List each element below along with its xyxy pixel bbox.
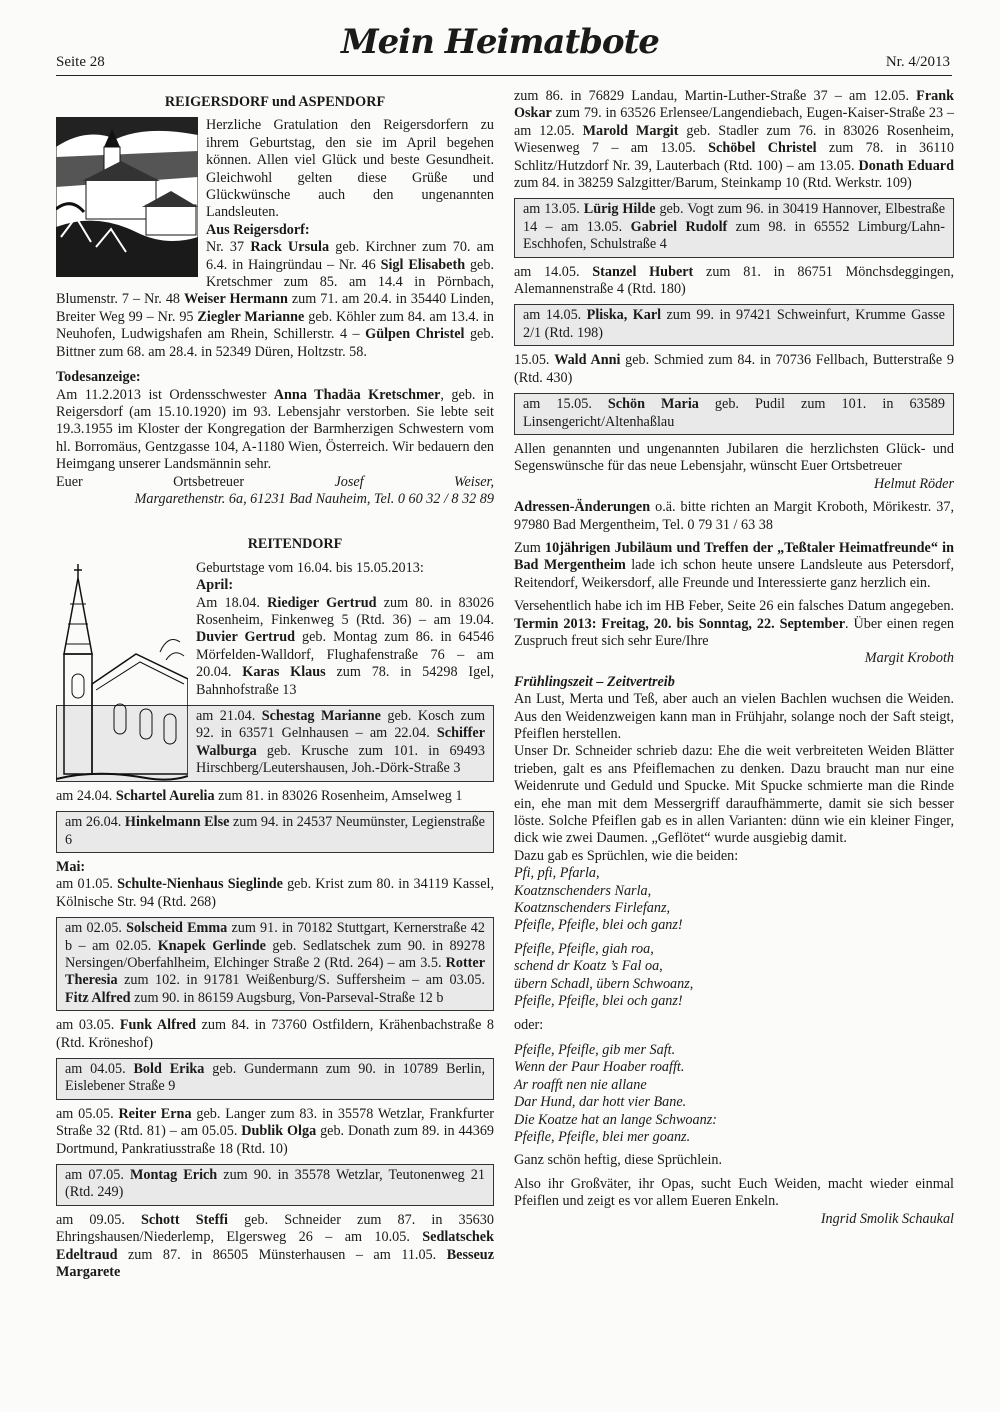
poem-line: Pfeifle, Pfeifle, gib mer Saft.: [514, 1041, 676, 1058]
poem-1: [514, 865, 954, 935]
article-title: Frühlingszeit – Zeitvertreib: [514, 673, 675, 690]
poem-line: Pfeifle, Pfeifle, blei och ganz!: [514, 993, 683, 1010]
poem-line: übern Schadl, übern Schwoanz,: [514, 975, 694, 992]
person-name: Reiter Erna: [118, 1105, 192, 1122]
poem-line: Koatznschenders Narla,: [514, 882, 652, 899]
person-name: Knapek Gerlinde: [157, 937, 266, 954]
section-title-reitendorf: REITENDORF: [247, 536, 343, 553]
highlight-box: am 26.04. Hinkelmann Else zum 94. in 24537 Neumünster, Legienstraße 6: [56, 811, 494, 853]
person-name: Marold Margit: [582, 122, 679, 139]
issue-number: Nr. 4/2013: [885, 54, 950, 70]
todes-label: Todesanzeige:: [56, 369, 141, 386]
person-name: Montag Erich: [129, 1167, 218, 1184]
poem-line: Pfeifle, Pfeifle, blei och ganz!: [514, 917, 683, 934]
masthead-logo: Mein Heimatbote: [341, 22, 659, 62]
person-name: Riediger Gertrud: [267, 594, 377, 611]
person-name: Solscheid Emma: [126, 920, 228, 937]
person-name: Duvier Gertrud: [196, 629, 295, 646]
termin-signature: Margit Kroboth: [864, 650, 954, 667]
todes-address: Margarethenstr. 6a, 61231 Bad Nauheim, Tel. 0 60 32 / 8 32 89: [134, 490, 494, 507]
birthday-entry: am 01.05. Schulte-Nienhaus Sieglinde geb. Krist zum 80. in 34119 Kassel, Kölnische Str. 94 (Rtd. 268): [56, 876, 494, 910]
birthday-entry: am 14.05. Stanzel Hubert zum 81. in 86751 Mönchsdeggingen, Alemannenstraße 4 (Rtd. 180): [514, 263, 954, 298]
wishes-text: Allen genannten und ungenannten Jubilaren die herzlichsten Glück- und Segenswünsche für das neue Lebensjahr, wünscht Euer Ortsbetreuer Helmut Röder: [514, 440, 954, 492]
article-paragraph: Unser Dr. Schneider schrieb dazu: Ehe die weit verbreiteten Weiden Blätter trieben, galt es ans Pfeiflemachen zu denken. Dazu braucht man nur eine Weidenrute und Geduld und Spucke. Mit Spucke schmierte man die Rinde ein, ehe man mit dem Messergriff daraufhämmerte, damit sie sich besser löste. Solche Pfeiflen gab es in allen Varianten: dünn wie ein kleiner Finger, dick wie zwei Daumen. „Geflötet“ wurde ausgiebig damit.: [514, 743, 954, 847]
person-name: Hinkelmann Else: [124, 814, 230, 831]
birthday-entry: am 24.04. Schartel Aurelia zum 81. in 83026 Rosenheim, Amselweg 1: [56, 787, 463, 804]
person-name: Schestag Marianne: [261, 708, 381, 724]
page-header: [0, 0, 1000, 90]
highlight-box: am 02.05. Solscheid Emma zum 91. in 70182 Stuttgart, Kernerstraße 42 b – am 02.05. Knapek Gerlinde geb. Sedlatschek zum 90. in 89278 Nersingen/Oberfahlheim, Elchinger Straße 2 (Rtd. 264) – am 3.5. Rotter Theresia zum 102. in 91781 Weißenburg/S. Suffersheim – am 03.05. Fitz Alfred zum 90. in 86159 Augsburg, Von-Parseval-Straße 12 b: [56, 917, 494, 1011]
person-name: Bold Erika: [133, 1061, 205, 1078]
article-paragraph: Also ihr Großväter, ihr Opas, sucht Euch Weiden, macht wieder einmal Pfeiflen und zeigt es vor allem Eueren Enkeln.: [514, 1175, 954, 1210]
poem-line: Die Koatze hat an lange Schwoanz:: [514, 1111, 717, 1128]
person-name: Ziegler Marianne: [197, 308, 305, 325]
highlight-box: am 07.05. Montag Erich zum 90. in 35578 Wetzlar, Teutonenweg 21 (Rtd. 249): [56, 1164, 494, 1206]
person-name: Stanzel Hubert: [592, 263, 694, 280]
person-name: Schön Maria: [607, 396, 699, 413]
section-title-reigersdorf: REIGERSDORF und ASPENDORF: [164, 94, 386, 110]
birthday-entry: am 05.05. Reiter Erna geb. Langer zum 83. in 35578 Wetzlar, Frankfurter Straße 32 (Rtd. 81) – am 05.05. Dublik Olga geb. Donath zum 89. in 44369 Dortmund, Pankratiusstraße 18 (Rtd. 10): [56, 1105, 495, 1157]
village-church-woodcut-icon: [56, 117, 198, 277]
reitendorf-april-label: April:: [196, 577, 234, 594]
person-name: Funk Alfred: [119, 1017, 197, 1034]
birthday-entry: 15.05. Wald Anni geb. Schmied zum 84. in 70736 Fellbach, Butterstraße 9 (Rtd. 430): [514, 352, 955, 386]
highlight-box: am 21.04. Schestag Marianne geb. Kosch zum 92. in 63571 Gelnhausen – am 22.04. Schiffer Walburga geb. Krusche zum 101. in 69493 Hirschberg/Leutershausen, Joh.-Dörk-Straße 3: [56, 705, 494, 782]
reigersdorf-birthday-list: Nr. 37 Rack Ursula geb. Kirchner zum 70. am 6.4. in Haingründau – Nr. 46 Sigl Elisabeth geb. Kretschmer zum 85. am 14.4 in Pörnbach, Blumenstr. 7 – Nr. 48 Weiser Hermann zum 71. am 20.4. in 35440 Linden, Breiter Weg 99 – Nr. 95 Ziegler Marianne geb. Köhler zum 84. am 13.4. in Neuhofen, Ludwigshafen am Rhein, Schillerstr. 4 – Gülpen Christel geb. Bittner zum 68. am 28.4. in 52349 Düren, Holtzstr. 58.: [56, 239, 495, 360]
person-name: Schöbel Christel: [708, 140, 817, 157]
poem-line: Wenn der Paur Hoaber roafft.: [514, 1059, 685, 1076]
jubilee-notice: Zum 10jährigen Jubiläum und Treffen der „Teßtaler Heimatfreunde“ in Bad Mergentheim lade ich schon heute unsere Landsleute aus Petersdorf, Reitendorf, Weikersdorf, alle Freunde und Interessierte ganz herzlich ein.: [514, 539, 954, 591]
address-change: Adressen-Änderungen o.ä. bitte richten an Margit Kroboth, Mörikestr. 37, 97980 Bad Mergentheim, Tel. 0 79 31 / 63 38: [514, 499, 954, 533]
highlight-box: am 15.05. Schön Maria geb. Pudil zum 101. in 63589 Linsengericht/Altenhaßlau: [514, 393, 954, 435]
poem-line: Pfeifle, Pfeifle, giah roa,: [514, 940, 654, 957]
person-name: Gabriel Rudolf: [630, 218, 728, 235]
person-name: Pliska, Karl: [586, 307, 662, 324]
person-name: Schiffer Walburga: [196, 725, 485, 759]
person-name: Lürig Hilde: [583, 201, 656, 218]
poem-line: schend dr Koatz ’s Fal oa,: [514, 958, 663, 975]
person-name: Fitz Alfred: [65, 989, 131, 1006]
article-paragraph: Dazu gab es Sprüchlen, wie die beiden:: [514, 847, 739, 864]
person-name: Schartel Aurelia: [115, 787, 215, 804]
poem-line: Ar roafft nen nie allane: [514, 1076, 647, 1093]
person-name: Donath Eduard: [858, 157, 954, 174]
page-number: Seite 28: [56, 54, 105, 70]
person-name: Dublik Olga: [241, 1123, 317, 1140]
poem-line: Koatznschenders Firlefanz,: [514, 900, 671, 917]
header-rule: [56, 75, 952, 76]
article-paragraph: Ganz schön heftig, diese Sprüchlein.: [514, 1152, 723, 1169]
person-name: Karas Klaus: [242, 664, 326, 681]
left-column: [56, 88, 494, 1282]
todes-signature: Euer Ortsbetreuer Josef Weiser,: [56, 473, 495, 490]
highlight-box: am 04.05. Bold Erika geb. Gundermann zum 90. in 10789 Berlin, Eislebener Straße 9: [56, 1058, 494, 1100]
highlight-box: am 14.05. Pliska, Karl zum 99. in 97421 Schweinfurt, Krumme Gasse 2/1 (Rtd. 198): [514, 304, 954, 346]
person-name: Schott Steffi: [140, 1211, 228, 1228]
reitendorf-mai-label: Mai:: [56, 858, 86, 875]
church-sketch-icon: [56, 564, 188, 786]
person-name: Sigl Elisabeth: [380, 256, 466, 273]
person-name: Sedlatschek Edeltraud: [56, 1229, 494, 1263]
person-name: Besseuz Margarete: [56, 1246, 494, 1281]
todes-text: Am 11.2.2013 ist Ordensschwester Anna Thadäa Kretschmer, geb. in Reigersdorf (am 15.10.1920) im 93. Lebensjahr verstorben. Sie lebte seit 19.3.1955 im Kloster der Kongregation der Barmherzigen Schwestern vom hl. Borromäus, Gentzgasse 104, A-1180 Wien, Österreich. Wir bedauern den Heimgang unserer Landsmännin sehr.: [56, 386, 494, 473]
poem-line: Pfeifle, Pfeifle, blei mer goanz.: [514, 1128, 691, 1145]
poem-separator: oder:: [514, 1016, 544, 1033]
birthday-entry: am 09.05. Schott Steffi geb. Schneider zum 87. in 35630 Ehringshausen/Niederlemp, Elgersweg 26 – am 10.05. Sedlatschek Edeltraud zum 87. in 86505 Münsterhausen – am 11.05. Besseuz Margarete: [56, 1211, 494, 1281]
poem-line: Dar Hund, dar hott vier Bane.: [514, 1094, 687, 1111]
person-name: Wald Anni: [554, 352, 621, 369]
article-signature: Ingrid Smolik Schaukal: [820, 1210, 954, 1227]
person-name: Weiser Hermann: [184, 291, 288, 308]
article-paragraph: An Lust, Merta und Teß, aber auch an vielen Bachlen wuchsen die Weiden. Aus den Weidenzweigen kann man in Frühjahr, solange noch der Saft steigt, Pfeiflen herstellen.: [514, 691, 954, 742]
person-name: Gülpen Christel: [365, 326, 465, 343]
person-name: Schulte-Nienhaus Sieglinde: [117, 876, 283, 893]
poem-3: [514, 1042, 954, 1146]
right-column: [514, 88, 954, 1228]
reigersdorf-aus-label: Aus Reigersdorf:: [206, 221, 310, 238]
highlight-box: am 13.05. Lürig Hilde geb. Vogt zum 96. in 30419 Hannover, Elbestraße 14 – am 13.05. Gabriel Rudolf zum 98. in 65552 Limburg/Lahn-Eschhofen, Schulstraße 4: [514, 198, 954, 257]
reigersdorf-intro: Herzliche Gratulation den Reigersdorfern zu ihrem Geburtstag, den sie im April begehen können. Allen viel Glück und beste Gesundheit. Gleichwohl gelten diese Grüße und Glückwünsche auch den ungenannten Landsleuten.: [206, 117, 494, 221]
birthday-entry: zum 86. in 76829 Landau, Martin-Luther-Straße 37 – am 12.05. Frank Oskar zum 79. in 63526 Erlensee/Langendiebach, Eugen-Kaiser-Straße 23 – am 12.05. Marold Margit geb. Stadler zum 76. in 83026 Rosenheim, Wiesenweg 7 – am 13.05. Schöbel Christel zum 78. in 36110 Schlitz/Hutzdorf Nr. 39, Lauterbach (Rtd. 100) – am 13.05. Donath Eduard zum 84. in 38259 Salzgitter/Barum, Steinkamp 10 (Rtd. Werkstr. 109): [514, 88, 954, 192]
termin-notice: Versehentlich habe ich im HB Feber, Seite 26 ein falsches Datum angegeben. Termin 2013: Freitag, 20. bis Sonntag, 22. September. Über einen regen Zuspruch freut sich sehr Eure/Ihre: [514, 598, 955, 649]
birthday-entry: am 03.05. Funk Alfred zum 84. in 73760 Ostfildern, Krähenbachstraße 8 (Rtd. Kröneshof): [56, 1017, 494, 1051]
poem-2: [514, 941, 954, 1011]
reitendorf-april-list: Am 18.04. Riediger Gertrud zum 80. in 83026 Rosenheim, Finkenweg 5 (Rtd. 36) – am 19.04. Duvier Gertrud geb. Montag zum 86. in 64546 Mörfelden-Walldorf, Flughafenstraße 76 – am 20.04. Karas Klaus zum 78. in 54298 Igel, Bahnhofstraße 13: [196, 594, 495, 698]
person-name: Rack Ursula: [250, 239, 330, 256]
person-name: Frank Oskar: [514, 88, 954, 122]
reitendorf-range: Geburtstage vom 16.04. bis 15.05.2013:: [196, 559, 424, 576]
poem-line: Pfi, pfi, Pfarla,: [514, 865, 600, 882]
person-name: Rotter Theresia: [65, 955, 485, 989]
